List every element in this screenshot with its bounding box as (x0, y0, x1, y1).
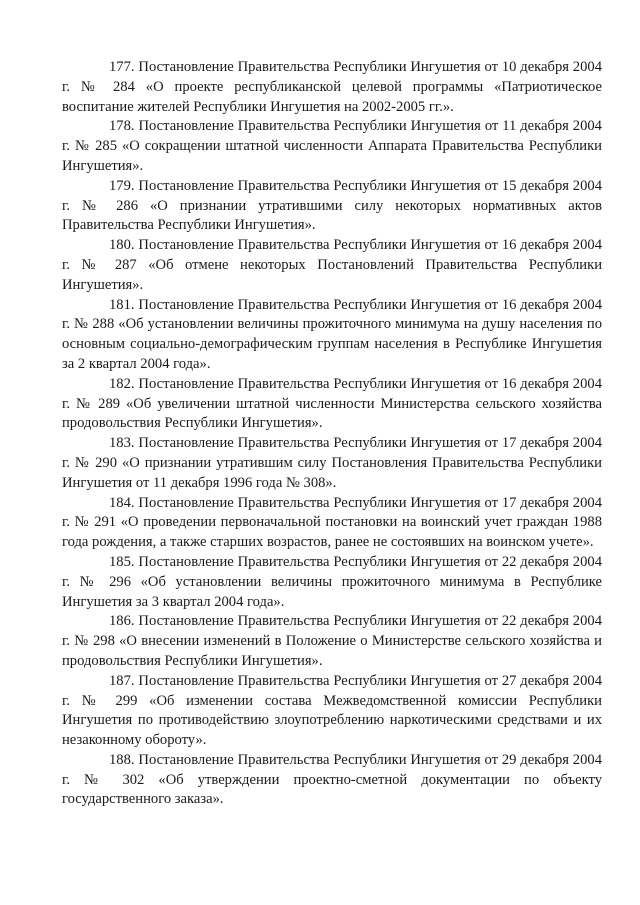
entry-number: 179. (109, 177, 135, 194)
entry-number: 182. (109, 375, 135, 392)
entry-number: 184. (109, 494, 135, 511)
entry-number: 180. (109, 237, 135, 254)
entry-text: Постановление Правительства Республики Ингушетия от 15 декабря 2004 г. № 286 «О признании утратившими силу некоторых нормативных актов Правительства Республики Ингушетия». (62, 177, 602, 234)
list-item (62, 612, 602, 671)
entry-text: Постановление Правительства Республики Ингушетия от 16 декабря 2004 г. № 289 «Об увеличении штатной численности Министерства сельского хозяйства продовольствия Республики Ингушетия». (62, 375, 602, 432)
list-item (62, 296, 602, 375)
entry-text: Постановление Правительства Республики Ингушетия от 22 декабря 2004 г. № 298 «О внесении изменений в Положение о Министерстве сельского хозяйства и продовольствия Республики Ингушетия». (62, 613, 602, 669)
entry-text: Постановление Правительства Республики Ингушетия от 11 декабря 2004 г. № 285 «О сокращении штатной численности Аппарата Правительства Республики Ингушетия». (62, 118, 602, 174)
list-item (62, 375, 602, 434)
entry-number: 185. (109, 553, 135, 570)
list-item (62, 553, 602, 612)
list-item (62, 672, 602, 751)
entry-number: 181. (109, 296, 135, 313)
entry-text: Постановление Правительства Республики Ингушетия от 17 декабря 2004 г. № 291 «О проведении первоначальной постановки на воинский учет граждан 1988 года рождения, а также старших возрастов, ранее не состоявших на воинском учете». (62, 494, 602, 551)
list-item (62, 751, 602, 810)
list-item (62, 434, 602, 493)
entry-text: Постановление Правительства Республики Ингушетия от 17 декабря 2004 г. № 290 «О признании утратившим силу Постановления Правительства Республики Ингушетия от 11 декабря 1996 года № 308». (62, 435, 602, 491)
list-item (62, 58, 602, 117)
list-item (62, 117, 602, 176)
entry-number: 186. (109, 613, 135, 630)
entry-text: Постановление Правительства Республики Ингушетия от 10 декабря 2004 г. № 284 «О проекте республиканской целевой программы «Патриотическое воспитание жителей Республики Ингушетия на 2002-2005 гг.». (62, 59, 602, 115)
document-page (62, 58, 602, 810)
entry-number: 188. (109, 751, 135, 768)
entry-text: Постановление Правительства Республики Ингушетия от 29 декабря 2004 г. № 302 «Об утверждении проектно-сметной документации по объекту государственного заказа». (62, 751, 602, 808)
entry-text: Постановление Правительства Республики Ингушетия от 16 декабря 2004 г. № 288 «Об установлении величины прожиточного минимума на душу населения по основным социально-демографическим группам населения в Республике Ингушетия за 2 квартал 2004 года». (62, 296, 602, 372)
entry-number: 183. (109, 435, 135, 452)
entry-text: Постановление Правительства Республики Ингушетия от 16 декабря 2004 г. № 287 «Об отмене некоторых Постановлений Правительства Республики Ингушетия». (62, 237, 602, 293)
entry-text: Постановление Правительства Республики Ингушетия от 22 декабря 2004 г. № 296 «Об установлении величины прожиточного минимума в Республике Ингушетия за 3 квартал 2004 года». (62, 553, 602, 610)
list-item (62, 177, 602, 236)
entry-number: 177. (109, 59, 135, 75)
list-item (62, 494, 602, 553)
entry-text: Постановление Правительства Республики Ингушетия от 27 декабря 2004 г. № 299 «Об изменении состава Межведомственной комиссии Республики Ингушетия по противодействию злоупотреблению наркотическими средствами и их незаконному обороту». (62, 672, 602, 749)
entry-number: 187. (109, 672, 135, 689)
entry-number: 178. (109, 118, 135, 135)
list-item (62, 236, 602, 295)
